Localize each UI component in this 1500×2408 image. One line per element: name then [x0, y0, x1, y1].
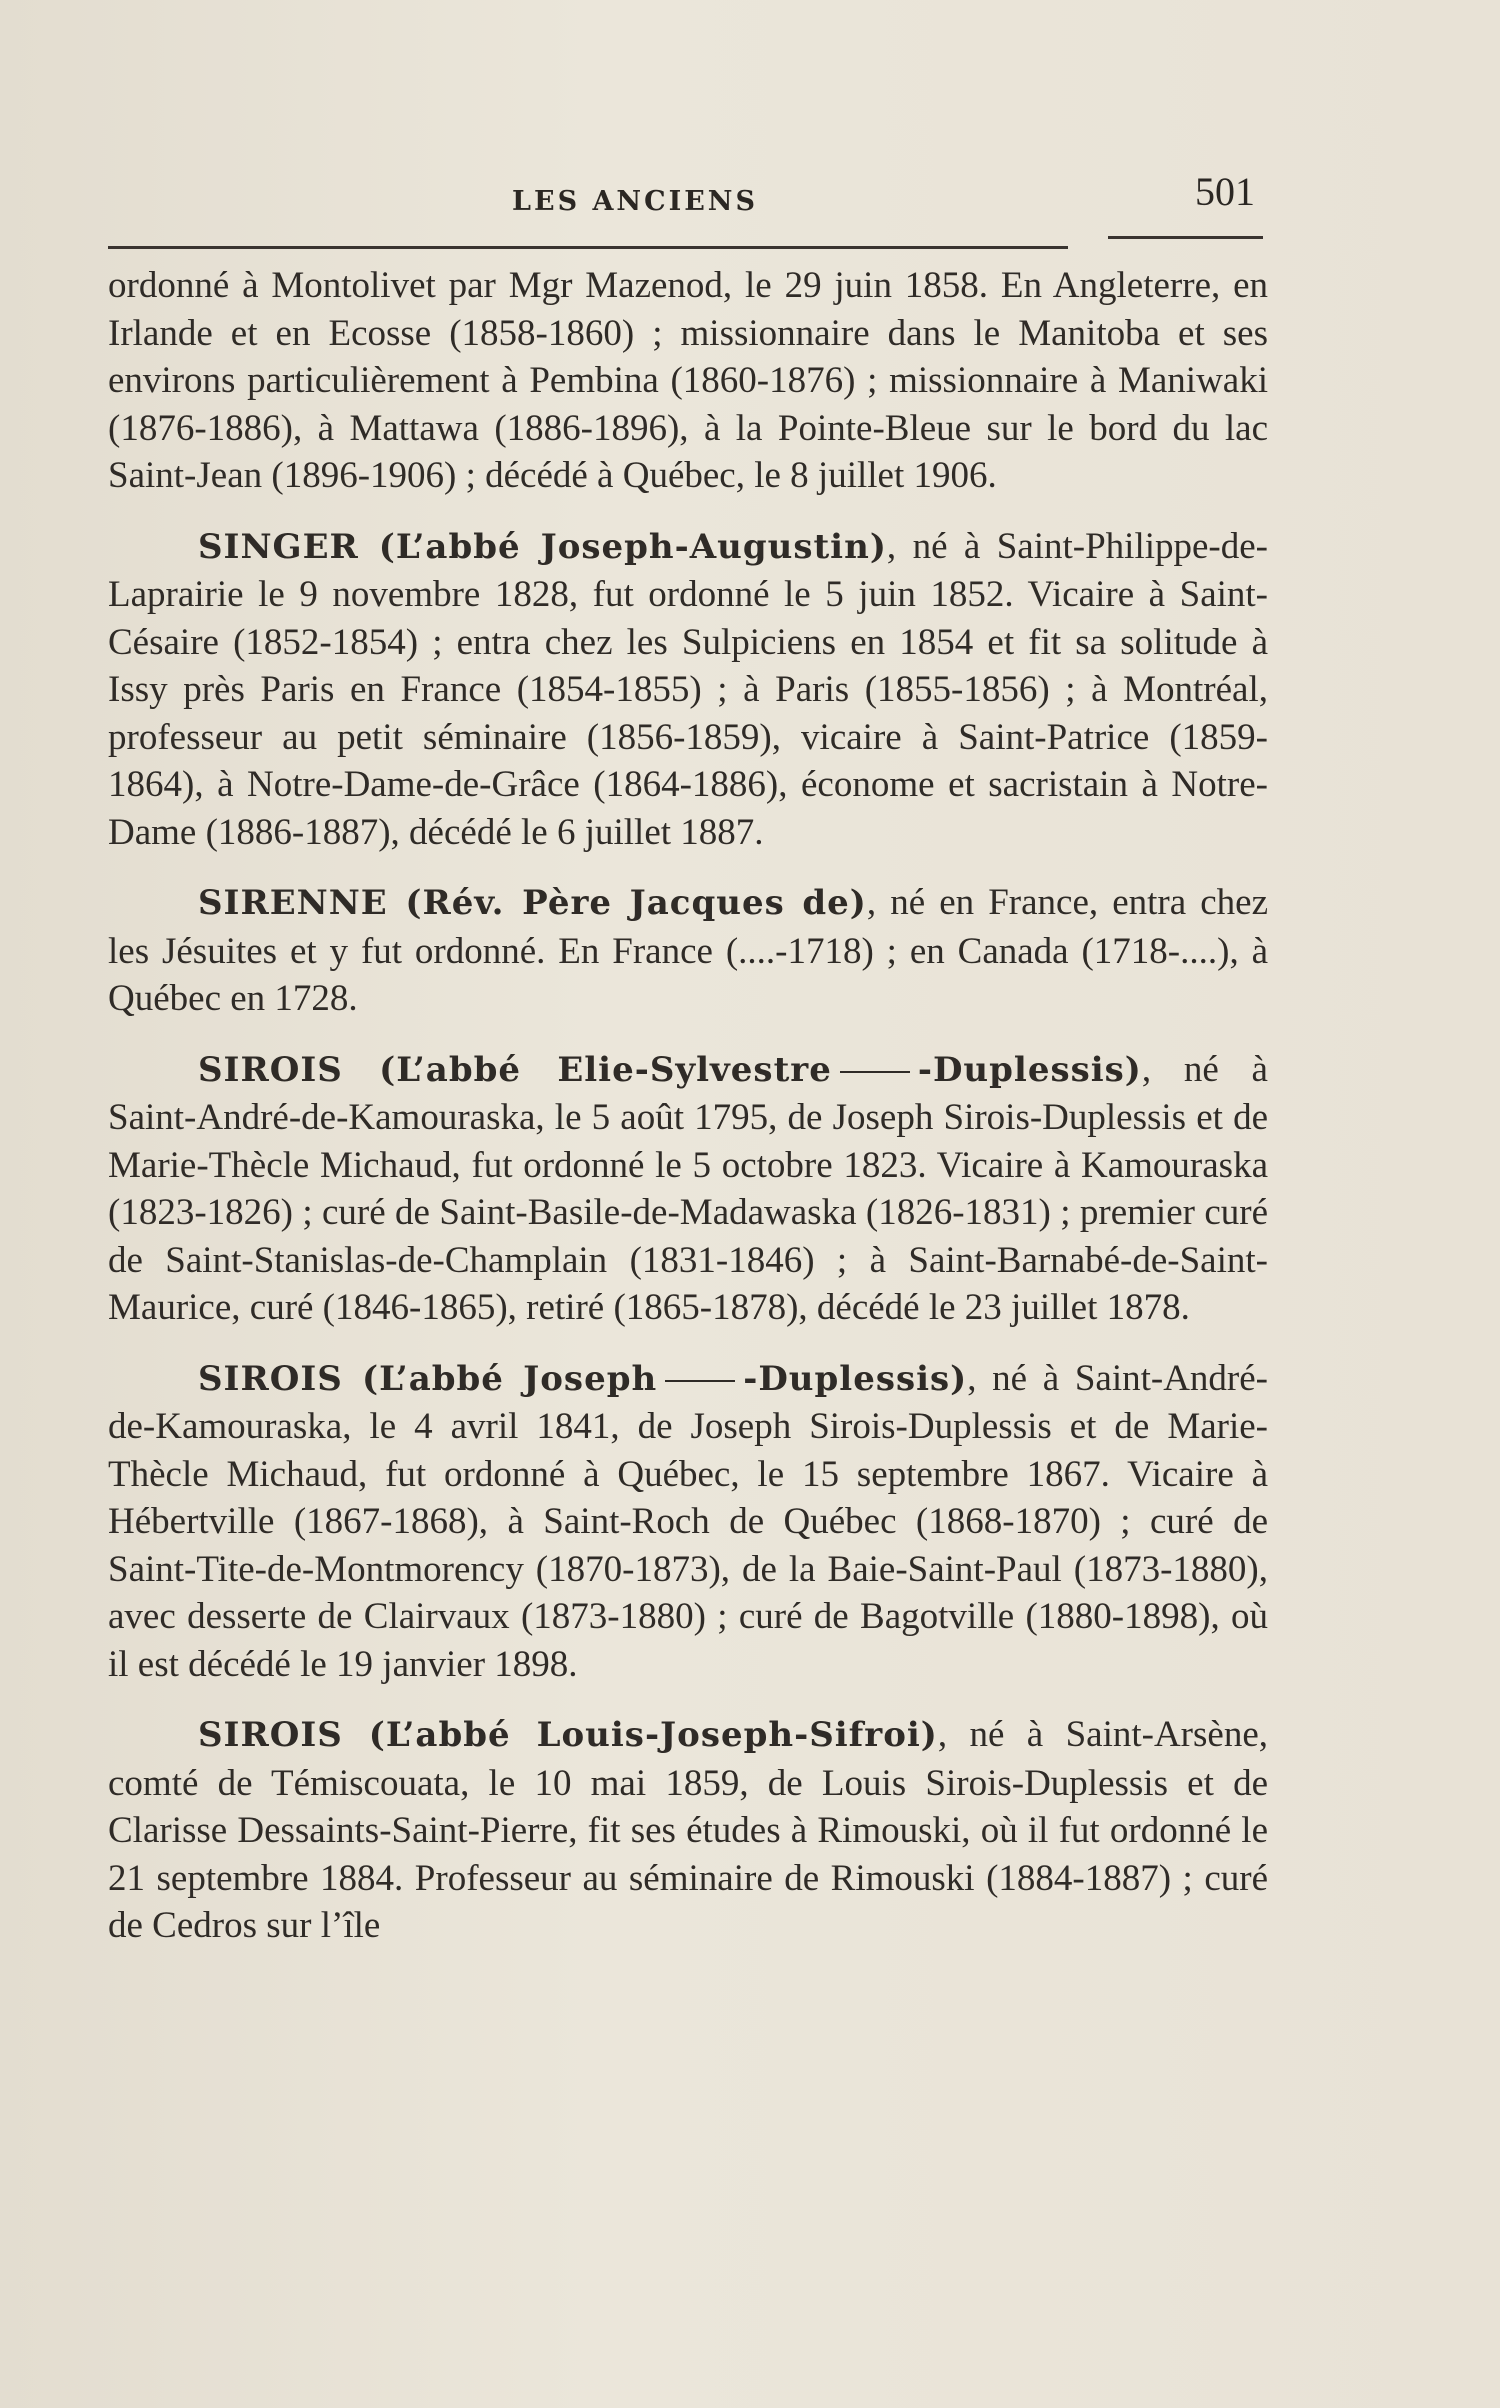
- entry-text: , né à Saint-André-de-Kamouraska, le 5 août 1795, de Joseph Sirois-Duplessis et de Marie-Thècle Michaud, fut ordonné le 5 octobre 1823. Vicaire à Kamouraska (1823-1826) ; curé de Saint-Basile-de-Madawaska (1826-1831) ; premier curé de Saint-Stanislas-de-Champlain (1831-1846) ; à Saint-Barnabé-de-Saint-Maurice, curé (1846-1865), retiré (1865-1878), décédé le 23 juillet 1878.: [108, 1048, 1268, 1328]
- entry-name: SIRENNE (Rév. Père Jacques de): [198, 883, 867, 923]
- entry-singer: [108, 523, 1268, 857]
- entry-text: , né à Saint-André-de-Kamouraska, le 4 avril 1841, de Joseph Sirois-Duplessis et de Marie-Thècle Michaud, fut ordonné à Québec, le 15 septembre 1867. Vicaire à Hébertville (1867-1868), à Saint-Roch de Québec (1868-1870) ; curé de Saint-Tite-de-Montmorency (1870-1873), de la Baie-Saint-Paul (1873-1880), avec desserte de Clairvaux (1873-1880) ; curé de Bagotville (1880-1898), où il est décédé le 19 janvier 1898.: [108, 1357, 1269, 1685]
- name-dash: [665, 1380, 735, 1382]
- entry-sirois-joseph: [108, 1355, 1268, 1689]
- header-rule-short: [1108, 236, 1263, 239]
- entry-sirenne: [108, 879, 1268, 1023]
- entry-name-suffix: -Duplessis): [917, 1049, 1142, 1090]
- body-text: [108, 262, 1268, 1973]
- page-number: 501: [1195, 169, 1255, 214]
- running-header: LES ANCIENS: [512, 186, 758, 217]
- entry-text: , né à Saint-Philippe-de-Laprairie le 9 novembre 1828, fut ordonné le 5 juin 1852. Vicaire à Saint-Césaire (1852-1854) ; entra chez les Sulpiciens en 1854 et fit sa solitude à Issy près Paris en France (1854-1855) ; à Paris (1855-1856) ; à Montréal, professeur au petit séminaire (1856-1859), vicaire à Saint-Patrice (1859-1864), à Notre-Dame-de-Grâce (1864-1886), économe et sacristain à Notre-Dame (1886-1887), décédé le 6 juillet 1887.: [108, 525, 1269, 853]
- entry-name: SIROIS (L’abbé Louis-Joseph-Sifroi): [198, 1715, 938, 1755]
- entry-name: SINGER (L’abbé Joseph-Augustin): [198, 526, 887, 567]
- entry-text: , né à Saint-Arsène, comté de Témiscouata, le 10 mai 1859, de Louis Sirois-Duplessis et de Clarisse Dessaints-Saint-Pierre, fit ses études à Rimouski, où il fut ordonné le 21 septembre 1884. Professeur au séminaire de Rimouski (1884-1887) ; curé de Cedros sur l’île: [108, 1714, 1268, 1946]
- entry-name: SIROIS (L’abbé Elie-Sylvestre: [198, 1049, 832, 1090]
- entry-sirois-louis-joseph-sifroi: [108, 1711, 1268, 1950]
- name-dash: [840, 1071, 910, 1073]
- continuation-paragraph: ordonné à Montolivet par Mgr Mazenod, le 29 juin 1858. En Angleterre, en Irlande et en Ecosse (1858-1860) ; missionnaire dans le Manitoba et ses environs particulièrement à Pembina (1860-1876) ; missionnaire à Maniwaki (1876-1886), à Mattawa (1886-1896), à la Pointe-Bleue sur le bord du lac Saint-Jean (1896-1906) ; décédé à Québec, le 8 juillet 1906.: [108, 265, 1268, 496]
- entry-text: , né en France, entra chez les Jésuites et y fut ordonné. En France (....-1718) ; en Canada (1718-....), à Québec en 1728.: [108, 882, 1268, 1019]
- entry-name-suffix: -Duplessis): [743, 1358, 968, 1399]
- entry-sirois-elie-sylvestre: [108, 1046, 1268, 1332]
- entry-name: SIROIS (L’abbé Joseph: [198, 1358, 658, 1399]
- header-rule: [108, 246, 1068, 249]
